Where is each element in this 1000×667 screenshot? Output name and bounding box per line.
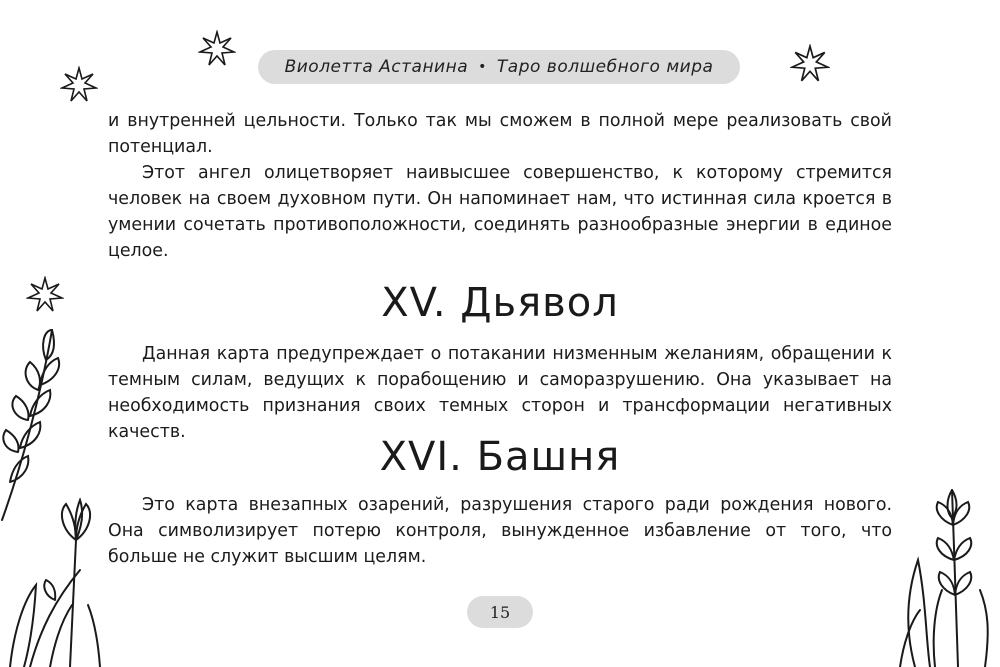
running-header: [258, 50, 740, 84]
header-author: Виолетта Астанина: [284, 57, 469, 77]
section-text: [108, 492, 892, 570]
section-text: [108, 341, 892, 445]
star-icon: [26, 276, 64, 314]
star-icon: [198, 30, 236, 68]
star-icon: [60, 66, 98, 104]
header-separator: •: [478, 59, 487, 75]
paragraph: и внутренней цельности. Только так мы сможем в полной мере реализовать свой потенциал.: [108, 111, 892, 157]
header-book-title: Таро волшебного мира: [496, 57, 714, 77]
paragraph: Это карта внезапных озарений, разрушения старого ради рождения нового. Она символизирует потерю контроля, вынужденное избавление от того, что больше не служит высшим целям.: [108, 495, 892, 567]
page-number: 15: [467, 596, 533, 628]
paragraph: Данная карта предупреждает о потакании низменным желаниям, обращении к темным силам, ведущих к порабощению и саморазрушению. Она указывает на необходимость признания своих темных сторон и трансформации негативных качеств.: [108, 344, 892, 442]
intro-text: [108, 108, 892, 264]
paragraph: Этот ангел олицетворяет наивысшее совершенство, к которому стремится человек на своем духовном пути. Он напоминает нам, что истинная сила кроется в умении сочетать противоположности, соединять разнообразные энергии в единое целое.: [108, 163, 892, 261]
section-heading: XVI. Башня: [379, 434, 621, 480]
section-heading: XV. Дьявол: [381, 280, 619, 326]
star-icon: [790, 44, 830, 84]
